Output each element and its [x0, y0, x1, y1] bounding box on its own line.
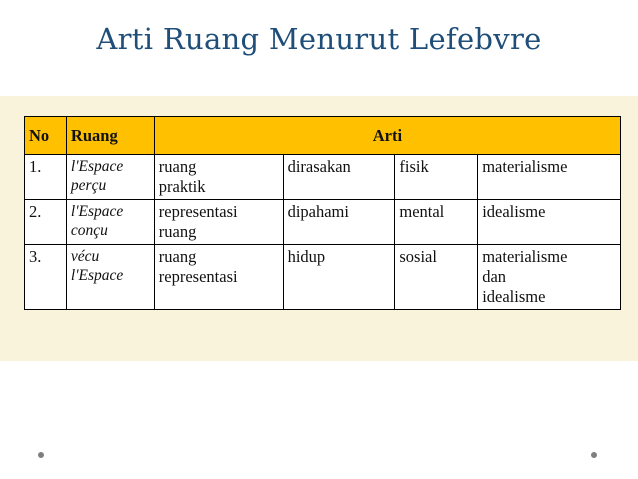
- line: dipahami: [287, 202, 349, 221]
- cell-arti-2: [283, 200, 395, 245]
- cell-arti-3: [395, 245, 478, 310]
- cell-arti-4: [478, 245, 621, 310]
- line: praktik: [158, 177, 206, 196]
- line: materialisme: [482, 157, 568, 176]
- line: sosial: [399, 247, 437, 266]
- line: l'Espace: [70, 158, 124, 175]
- line: l'Espace: [70, 267, 124, 284]
- header-arti: Arti: [154, 117, 620, 155]
- line: idealisme: [482, 287, 546, 306]
- cell-arti-2: [283, 155, 395, 200]
- cell-ruang: [66, 200, 154, 245]
- lefebvre-table: [24, 116, 621, 310]
- line: dan: [482, 267, 507, 286]
- cell-arti-3: [395, 155, 478, 200]
- table-row: [25, 200, 621, 245]
- cell-no: 3.: [25, 245, 67, 310]
- table-row: [25, 245, 621, 310]
- line: l'Espace: [70, 203, 124, 220]
- line: mental: [399, 202, 445, 221]
- line: ruang: [158, 157, 197, 176]
- line: representasi: [158, 202, 238, 221]
- table-row: [25, 155, 621, 200]
- cell-ruang: [66, 245, 154, 310]
- line: vécu: [70, 248, 100, 265]
- line: idealisme: [482, 202, 546, 221]
- header-ruang: Ruang: [66, 117, 154, 155]
- line: ruang: [158, 247, 197, 266]
- cell-no: 1.: [25, 155, 67, 200]
- line: conçu: [70, 222, 108, 239]
- cell-arti-1: [154, 155, 283, 200]
- cell-arti-4: [478, 155, 621, 200]
- slide-dot-right: [591, 452, 597, 458]
- cell-arti-3: [395, 200, 478, 245]
- line: dirasakan: [287, 157, 351, 176]
- line: fisik: [399, 157, 429, 176]
- cell-arti-2: [283, 245, 395, 310]
- line: materialisme: [482, 247, 568, 266]
- line: perçu: [70, 177, 107, 194]
- line: representasi: [158, 267, 238, 286]
- table-header-row: [25, 117, 621, 155]
- cell-arti-1: [154, 200, 283, 245]
- cell-arti-1: [154, 245, 283, 310]
- line: hidup: [287, 247, 326, 266]
- cell-no: 2.: [25, 200, 67, 245]
- cell-arti-4: [478, 200, 621, 245]
- header-no: No: [25, 117, 67, 155]
- cell-ruang: [66, 155, 154, 200]
- slide-title: Arti Ruang Menurut Lefebvre: [96, 22, 542, 56]
- line: ruang: [158, 222, 197, 241]
- slide-dot-left: [38, 452, 44, 458]
